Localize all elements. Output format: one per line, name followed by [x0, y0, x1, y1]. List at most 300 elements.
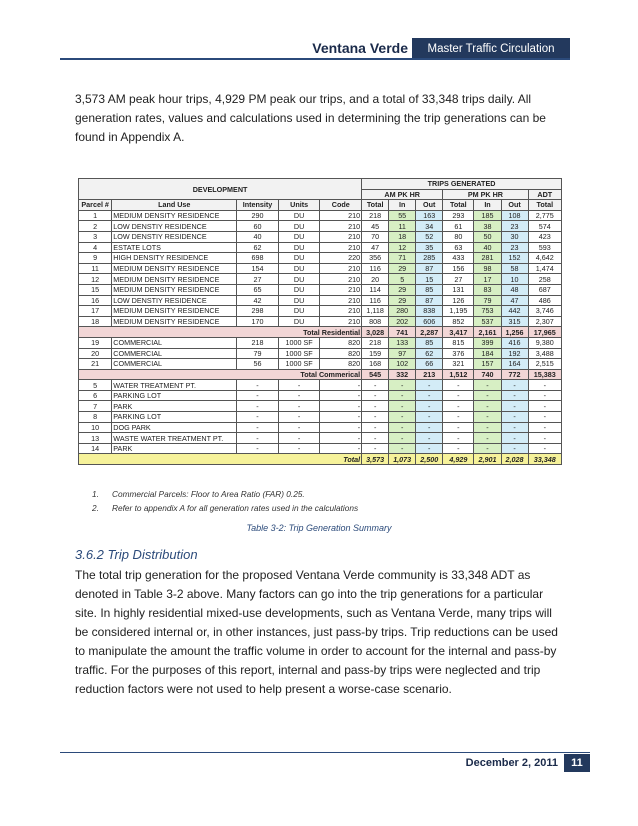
table-cell: -: [501, 390, 528, 401]
table-cell: 838: [416, 306, 443, 317]
table-row: [79, 433, 562, 444]
table-cell: 376: [443, 348, 474, 359]
table-row: [79, 316, 562, 327]
table-cell: 210: [320, 231, 362, 242]
table-cell: -: [362, 401, 389, 412]
table-row: [79, 210, 562, 221]
table-cell: 537: [474, 316, 501, 327]
table-cell: 34: [416, 221, 443, 232]
table-cell: 116: [362, 295, 389, 306]
table-cell: 85: [416, 337, 443, 348]
total-commercial-row: [79, 369, 562, 380]
table-cell: 20: [79, 348, 112, 359]
table-cell: DOG PARK: [112, 422, 237, 433]
table-cell: 210: [320, 210, 362, 221]
document-subtitle: Master Traffic Circulation: [412, 38, 570, 60]
table-cell: DU: [278, 274, 320, 285]
total-cell: 740: [474, 369, 501, 380]
table-cell: 442: [501, 306, 528, 317]
table-cell: 163: [416, 210, 443, 221]
table-cell: -: [528, 412, 561, 423]
table-cell: -: [389, 380, 416, 391]
table-cell: 808: [362, 316, 389, 327]
column-header: Intensity: [237, 200, 279, 211]
table-cell: LOW DENSTIY RESIDENCE: [112, 231, 237, 242]
total-cell: 213: [416, 369, 443, 380]
table-cell: COMMERCIAL: [112, 348, 237, 359]
table-cell: 2,307: [528, 316, 561, 327]
table-cell: 156: [443, 263, 474, 274]
table-cell: -: [416, 412, 443, 423]
table-cell: 184: [474, 348, 501, 359]
table-cell: 6: [79, 390, 112, 401]
table-cell: -: [389, 390, 416, 401]
table-cell: 852: [443, 316, 474, 327]
table-cell: 210: [320, 221, 362, 232]
table-cell: 11: [389, 221, 416, 232]
table-cell: -: [320, 412, 362, 423]
table-cell: -: [237, 380, 279, 391]
table-cell: -: [237, 401, 279, 412]
table-cell: 23: [501, 221, 528, 232]
table-cell: 290: [237, 210, 279, 221]
table-cell: 29: [389, 284, 416, 295]
table-cell: 3,488: [528, 348, 561, 359]
table-cell: 9,380: [528, 337, 561, 348]
table-cell: 192: [501, 348, 528, 359]
table-cell: 315: [501, 316, 528, 327]
grand-total-row: [79, 454, 562, 465]
table-cell: 416: [501, 337, 528, 348]
table-cell: DU: [278, 284, 320, 295]
table-cell: -: [528, 443, 561, 454]
table-cell: 13: [79, 433, 112, 444]
table-cell: MEDIUM DENSITY RESIDENCE: [112, 274, 237, 285]
table-cell: 1,118: [362, 306, 389, 317]
table-cell: 15: [79, 284, 112, 295]
pm-pk-hr-header: PM PK HR: [443, 189, 528, 200]
table-cell: 157: [474, 359, 501, 370]
table-cell: 30: [501, 231, 528, 242]
table-cell: -: [278, 422, 320, 433]
total-label: Total: [79, 454, 362, 465]
table-cell: 2,775: [528, 210, 561, 221]
table-row: [79, 284, 562, 295]
table-cell: -: [362, 412, 389, 423]
table-cell: -: [237, 422, 279, 433]
table-cell: 29: [389, 263, 416, 274]
table-cell: HIGH DENSITY RESIDENCE: [112, 253, 237, 264]
header-rule: [60, 58, 570, 60]
table-cell: DU: [278, 210, 320, 221]
table-cell: 210: [320, 306, 362, 317]
table-cell: 98: [474, 263, 501, 274]
total-cell: 15,383: [528, 369, 561, 380]
page-header: [60, 38, 570, 60]
total-cell: 1,256: [501, 327, 528, 338]
table-cell: 3: [79, 231, 112, 242]
table-cell: 698: [237, 253, 279, 264]
table-cell: 185: [474, 210, 501, 221]
total-cell: 772: [501, 369, 528, 380]
table-cell: 12: [79, 274, 112, 285]
table-cell: 433: [443, 253, 474, 264]
table-cell: 5: [79, 380, 112, 391]
table-cell: 87: [416, 295, 443, 306]
table-cell: 85: [416, 284, 443, 295]
table-cell: DU: [278, 221, 320, 232]
table-cell: 60: [237, 221, 279, 232]
table-cell: 133: [389, 337, 416, 348]
table-notes: [92, 487, 358, 515]
table-cell: 1000 SF: [278, 359, 320, 370]
total-cell: 1,512: [443, 369, 474, 380]
table-cell: DU: [278, 295, 320, 306]
table-cell: 65: [237, 284, 279, 295]
table-cell: 210: [320, 295, 362, 306]
table-row: [79, 422, 562, 433]
table-cell: 97: [389, 348, 416, 359]
table-cell: 1,195: [443, 306, 474, 317]
table-cell: COMMERCIAL: [112, 337, 237, 348]
footer-rule: [60, 752, 590, 753]
table-cell: 220: [320, 253, 362, 264]
total-cell: 741: [389, 327, 416, 338]
table-cell: 52: [416, 231, 443, 242]
table-cell: -: [474, 401, 501, 412]
table-cell: 29: [389, 295, 416, 306]
table-cell: 210: [320, 263, 362, 274]
table-cell: 218: [362, 210, 389, 221]
table-caption: Table 3-2: Trip Generation Summary: [246, 523, 392, 533]
section-title: 3.6.2 Trip Distribution: [75, 547, 198, 562]
table-row: [79, 401, 562, 412]
column-header: In: [474, 200, 501, 211]
table-cell: COMMERCIAL: [112, 359, 237, 370]
table-cell: 574: [528, 221, 561, 232]
total-cell: 332: [389, 369, 416, 380]
column-header-row: [79, 200, 562, 211]
table-cell: 168: [362, 359, 389, 370]
table-cell: -: [320, 422, 362, 433]
table-cell: DU: [278, 316, 320, 327]
table-cell: 159: [362, 348, 389, 359]
table-cell: -: [278, 380, 320, 391]
table-row: [79, 412, 562, 423]
column-header: Total: [443, 200, 474, 211]
note-text: Refer to appendix A for all generation rates used in the calculations: [112, 503, 359, 513]
table-row: [79, 337, 562, 348]
total-cell: 3,417: [443, 327, 474, 338]
column-header: Land Use: [112, 200, 237, 211]
table-cell: 40: [474, 242, 501, 253]
table-cell: PARKING LOT: [112, 390, 237, 401]
table-cell: DU: [278, 306, 320, 317]
table-cell: -: [416, 390, 443, 401]
table-cell: 19: [79, 337, 112, 348]
total-residential-row: [79, 327, 562, 338]
table-cell: 16: [79, 295, 112, 306]
total-cell: 2,028: [501, 454, 528, 465]
table-cell: -: [237, 443, 279, 454]
table-cell: 27: [443, 274, 474, 285]
column-header: Out: [501, 200, 528, 211]
table-cell: -: [320, 443, 362, 454]
table-cell: 9: [79, 253, 112, 264]
column-header: Code: [320, 200, 362, 211]
table-cell: 152: [501, 253, 528, 264]
table-cell: 258: [528, 274, 561, 285]
table-cell: PARK: [112, 401, 237, 412]
table-cell: 70: [362, 231, 389, 242]
table-cell: -: [528, 422, 561, 433]
table-cell: 10: [79, 422, 112, 433]
table-cell: WATER TREATMENT PT.: [112, 380, 237, 391]
table-cell: 210: [320, 284, 362, 295]
table-cell: 10: [501, 274, 528, 285]
table-cell: -: [443, 390, 474, 401]
table-cell: 815: [443, 337, 474, 348]
table-cell: 202: [389, 316, 416, 327]
total-label: Total Commerical: [79, 369, 362, 380]
table-cell: 45: [362, 221, 389, 232]
table-cell: 1,474: [528, 263, 561, 274]
table-cell: -: [474, 443, 501, 454]
table-row: [79, 242, 562, 253]
total-cell: 4,929: [443, 454, 474, 465]
total-cell: 3,573: [362, 454, 389, 465]
table-cell: 820: [320, 348, 362, 359]
table-cell: -: [278, 412, 320, 423]
table-cell: 17: [474, 274, 501, 285]
table-cell: -: [443, 401, 474, 412]
table-cell: -: [501, 412, 528, 423]
table-cell: 27: [237, 274, 279, 285]
table-cell: 280: [389, 306, 416, 317]
table-cell: -: [443, 380, 474, 391]
trips-generated-header: [362, 179, 562, 190]
table-cell: 15: [416, 274, 443, 285]
table-cell: 42: [237, 295, 279, 306]
table-cell: -: [237, 390, 279, 401]
table-cell: MEDIUM DENSITY RESIDENCE: [112, 284, 237, 295]
table-cell: -: [474, 422, 501, 433]
table-cell: DU: [278, 253, 320, 264]
table-cell: -: [362, 433, 389, 444]
table-cell: 8: [79, 412, 112, 423]
table-cell: -: [278, 433, 320, 444]
table-cell: 71: [389, 253, 416, 264]
table-cell: -: [443, 433, 474, 444]
table-row: [79, 253, 562, 264]
table-cell: -: [362, 380, 389, 391]
table-cell: -: [320, 390, 362, 401]
table-cell: -: [278, 443, 320, 454]
table-cell: 102: [389, 359, 416, 370]
table-cell: -: [528, 380, 561, 391]
table-cell: 820: [320, 337, 362, 348]
table-cell: 210: [320, 274, 362, 285]
table-cell: 50: [474, 231, 501, 242]
table-cell: -: [278, 390, 320, 401]
total-cell: 2,500: [416, 454, 443, 465]
note-number: 1.: [92, 489, 99, 499]
table-cell: -: [362, 390, 389, 401]
table-cell: 2: [79, 221, 112, 232]
table-row: [79, 359, 562, 370]
table-cell: MEDIUM DENSITY RESIDENCE: [112, 263, 237, 274]
table-cell: -: [362, 443, 389, 454]
table-cell: 298: [237, 306, 279, 317]
table-cell: -: [416, 401, 443, 412]
am-pk-hr-header: AM PK HR: [362, 189, 443, 200]
table-row: [79, 390, 562, 401]
table-cell: -: [416, 443, 443, 454]
table-row: [79, 263, 562, 274]
table-cell: 164: [501, 359, 528, 370]
table-cell: DU: [278, 231, 320, 242]
column-header: Out: [416, 200, 443, 211]
table-cell: -: [528, 401, 561, 412]
table-cell: 14: [79, 443, 112, 454]
table-cell: 606: [416, 316, 443, 327]
table-cell: PARKING LOT: [112, 412, 237, 423]
column-header: Units: [278, 200, 320, 211]
table-cell: MEDIUM DENSITY RESIDENCE: [112, 306, 237, 317]
page-number: 11: [564, 754, 590, 772]
table-cell: -: [416, 433, 443, 444]
table-cell: PARK: [112, 443, 237, 454]
table-row: [79, 306, 562, 317]
table-cell: -: [416, 422, 443, 433]
table-cell: 108: [501, 210, 528, 221]
table-cell: 126: [443, 295, 474, 306]
total-cell: 545: [362, 369, 389, 380]
table-cell: -: [237, 412, 279, 423]
table-cell: 7: [79, 401, 112, 412]
table-cell: ESTATE LOTS: [112, 242, 237, 253]
table-cell: 116: [362, 263, 389, 274]
footer-date: December 2, 2011: [465, 757, 558, 769]
table-row: [79, 348, 562, 359]
table-cell: 4: [79, 242, 112, 253]
table-cell: 218: [362, 337, 389, 348]
table-cell: 55: [389, 210, 416, 221]
table-cell: 486: [528, 295, 561, 306]
intro-paragraph: 3,573 AM peak hour trips, 4,929 PM peak our trips, and a total of 33,348 trips daily. All generation rates, values and calculations used in determining the trip generations can be found in Appendix A.: [75, 92, 546, 144]
table-cell: 820: [320, 359, 362, 370]
total-label: Total Residential: [79, 327, 362, 338]
table-cell: 61: [443, 221, 474, 232]
table-cell: 293: [443, 210, 474, 221]
table-cell: -: [320, 401, 362, 412]
table-cell: 79: [237, 348, 279, 359]
page-footer: [60, 752, 590, 772]
table-row: [79, 231, 562, 242]
table-cell: 218: [237, 337, 279, 348]
table-cell: -: [389, 422, 416, 433]
total-cell: 3,028: [362, 327, 389, 338]
table-cell: 63: [443, 242, 474, 253]
table-cell: -: [320, 380, 362, 391]
table-cell: 38: [474, 221, 501, 232]
table-cell: 20: [362, 274, 389, 285]
table-cell: -: [501, 443, 528, 454]
table-cell: -: [501, 401, 528, 412]
table-cell: 1: [79, 210, 112, 221]
table-cell: 47: [362, 242, 389, 253]
table-cell: 56: [237, 359, 279, 370]
table-cell: 3,746: [528, 306, 561, 317]
table-cell: -: [443, 412, 474, 423]
total-cell: 2,901: [474, 454, 501, 465]
table-cell: 17: [79, 306, 112, 317]
table-cell: 5: [389, 274, 416, 285]
table-cell: 58: [501, 263, 528, 274]
table-cell: -: [362, 422, 389, 433]
table-cell: 40: [237, 231, 279, 242]
total-cell: 17,965: [528, 327, 561, 338]
table-row: [79, 274, 562, 285]
trip-generation-table: [78, 178, 562, 465]
table-cell: -: [474, 412, 501, 423]
table-cell: -: [237, 433, 279, 444]
table-cell: -: [501, 433, 528, 444]
table-cell: MEDIUM DENSITY RESIDENCE: [112, 316, 237, 327]
table-row: [79, 380, 562, 391]
table-row: [79, 295, 562, 306]
column-header: Total: [362, 200, 389, 211]
table-cell: -: [389, 401, 416, 412]
table-cell: -: [501, 380, 528, 391]
table-cell: DU: [278, 242, 320, 253]
table-cell: -: [474, 390, 501, 401]
table-cell: -: [389, 443, 416, 454]
table-cell: 18: [79, 316, 112, 327]
body-paragraph: The total trip generation for the proposed Ventana Verde community is 33,348 ADT as denoted in Table 3-2 above. Many factors can go into the trip generations for a particular site. In highly residential mixed-use developments, such as Ventana Verde, many trips will be considered internal or, in other instances, just pass-by trips. Trip reductions can be used to manipulate the amount the traffic volume in order to account for the internal and pass-by traffic. For the purposes of this report, internal and pass-by trips were neglected and trip reduction factors were not used to help present a worse-case scenario.: [75, 568, 558, 696]
table-cell: 87: [416, 263, 443, 274]
table-cell: 281: [474, 253, 501, 264]
column-header: Parcel #: [79, 200, 112, 211]
table-cell: -: [320, 433, 362, 444]
table-cell: 1000 SF: [278, 348, 320, 359]
table-cell: 11: [79, 263, 112, 274]
column-header: In: [389, 200, 416, 211]
note-item: [92, 487, 358, 501]
table-cell: 1000 SF: [278, 337, 320, 348]
table-cell: 154: [237, 263, 279, 274]
table-cell: -: [443, 422, 474, 433]
table-cell: 593: [528, 242, 561, 253]
table-cell: 83: [474, 284, 501, 295]
note-item: [92, 501, 358, 515]
table-cell: 48: [501, 284, 528, 295]
table-cell: -: [528, 390, 561, 401]
table-cell: 114: [362, 284, 389, 295]
table-cell: 80: [443, 231, 474, 242]
table-cell: 35: [416, 242, 443, 253]
table-cell: 4,642: [528, 253, 561, 264]
table-cell: 47: [501, 295, 528, 306]
table-cell: 356: [362, 253, 389, 264]
total-cell: 1,073: [389, 454, 416, 465]
table-cell: LOW DENSTIY RESIDENCE: [112, 221, 237, 232]
table-cell: 687: [528, 284, 561, 295]
trips-generated-label: TRIPS GENERATED: [427, 179, 496, 189]
table-cell: -: [389, 433, 416, 444]
table-cell: LOW DENSTIY RESIDENCE: [112, 295, 237, 306]
column-header: Total: [528, 200, 561, 211]
